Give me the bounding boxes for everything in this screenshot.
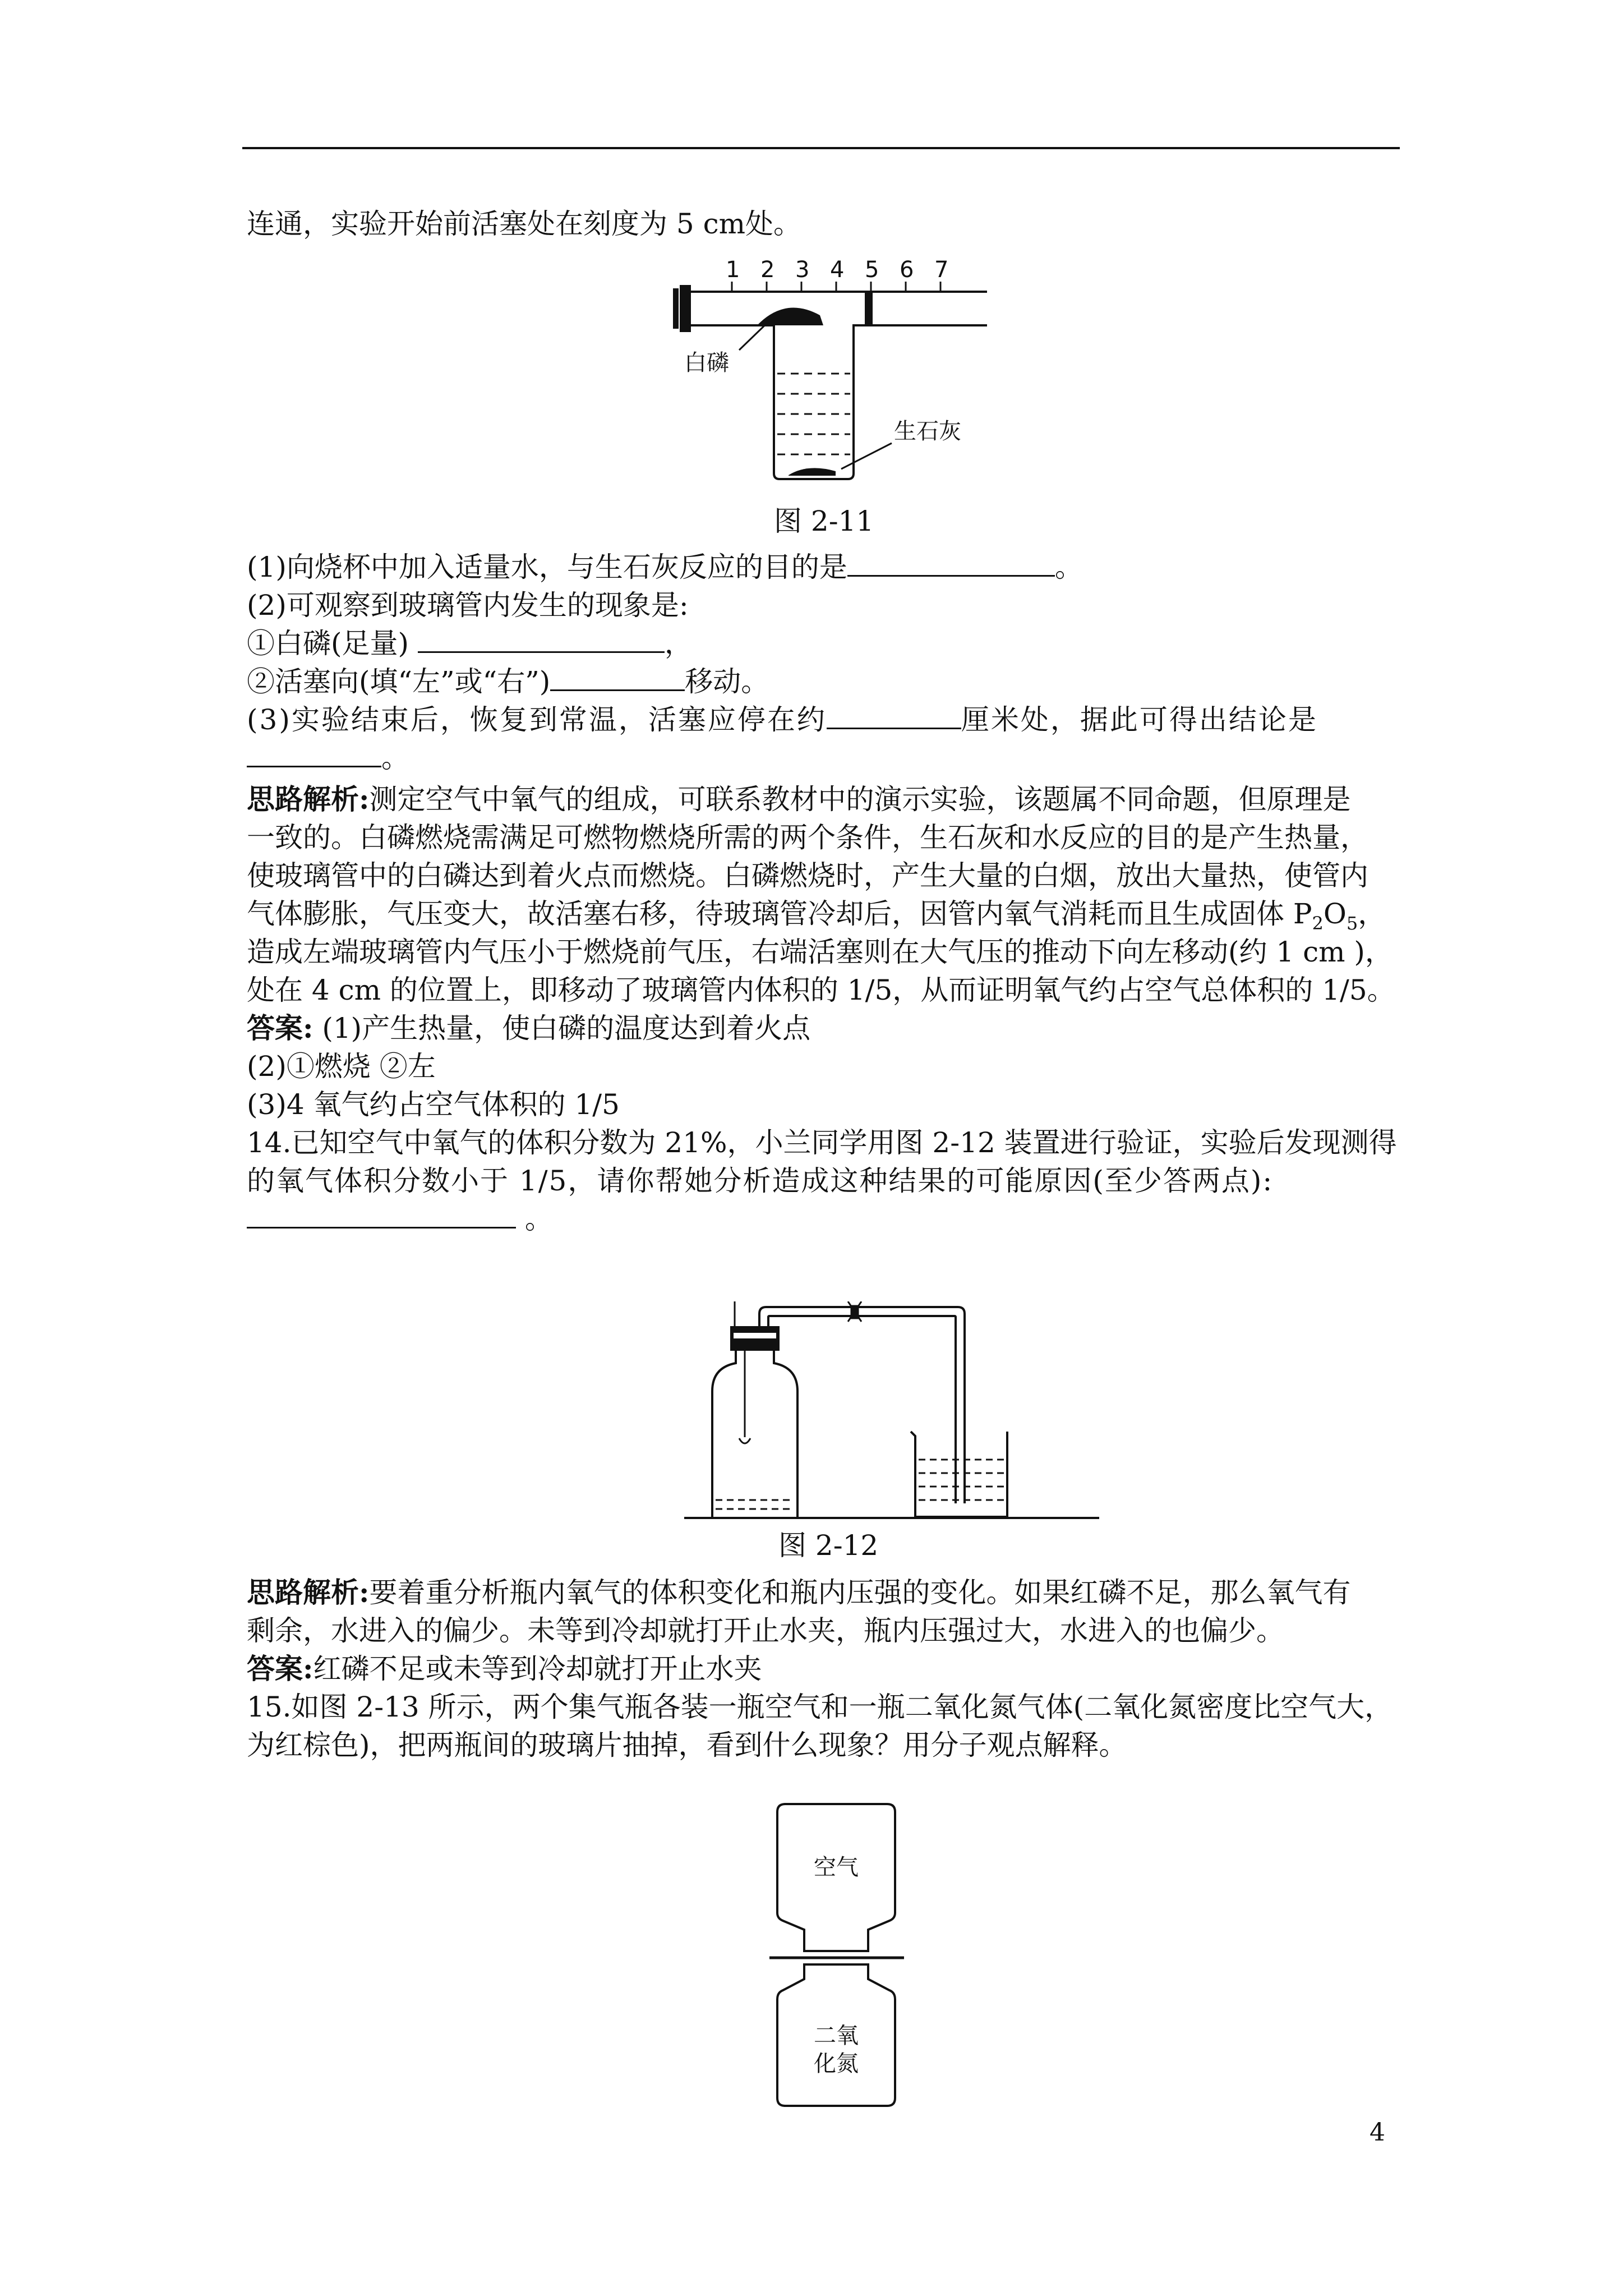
figure-2-11: [673, 254, 1077, 489]
answer-1-line: (2)①燃烧 ②左: [247, 1050, 436, 1083]
tube-stopper: [680, 285, 691, 332]
answer-1: 答案: (1)产生热量，使白磷的温度达到着火点: [247, 1011, 811, 1045]
gas-bottle: [712, 1346, 797, 1517]
figure-caption: 图 2-12: [778, 1529, 879, 1562]
analysis-1-line: 处在 4 cm 的位置上，即移动了玻璃管内体积的 1/5，从而证明氧气约占空气总体积的 1/5。: [247, 974, 1395, 1006]
header-rule: [242, 147, 1400, 149]
page-number: 4: [1370, 2118, 1385, 2147]
question-14-line: 的氧气体积分数小于 1/5，请你帮她分析造成这种结果的可能原因(至少答两点):: [247, 1165, 1274, 1197]
answer-2: 答案:红磷不足或未等到冷却就打开止水夹: [247, 1652, 762, 1685]
label-white-phosphorus: 白磷: [684, 350, 729, 376]
analysis-1: 思路解析:测定空气中氧气的组成，可联系教材中的演示实验，该题属不同命题，但原理是: [247, 783, 1351, 816]
answer-blank[interactable]: [247, 1202, 516, 1228]
beaker-water: [919, 1460, 1004, 1500]
question-2-1: ①白磷(足量) ，: [247, 627, 693, 660]
question-15: 15.如图 2-13 所示，两个集气瓶各装一瓶空气和一瓶二氧化氮气体(二氧化氮密度比空气大，: [247, 1691, 1393, 1723]
label-no2: 化氮: [814, 2051, 859, 2077]
question-14-line: 。: [247, 1200, 553, 1237]
scale-tick-label: 6: [900, 257, 914, 283]
answer-1-line: (3)4 氧气约占空气体积的 1/5: [247, 1088, 620, 1121]
water-level: [777, 374, 850, 454]
figure-2-13: [769, 1801, 904, 2115]
scale-tick-label: 3: [795, 257, 810, 283]
question-2: (2)可观察到玻璃管内发生的现象是:: [247, 589, 689, 622]
analysis-1-line: 使玻璃管中的白磷达到着火点而燃烧。白磷燃烧时，产生大量的白烟，放出大量热，使管内: [247, 859, 1368, 892]
analysis-1-line: 造成左端玻璃管内气压小于燃烧前气压，右端活塞则在大气压的推动下向左移动(约 1 cm )，: [247, 936, 1393, 968]
beaker: [774, 325, 854, 479]
analysis-2: 思路解析:要着重分析瓶内氧气的体积变化和瓶内压强的变化。如果红磷不足，那么氧气有: [247, 1576, 1351, 1609]
scale-tick-label: 5: [865, 257, 879, 283]
answer-blank[interactable]: [847, 550, 1055, 577]
water-clamp: [848, 1301, 861, 1322]
glass-tube: [673, 285, 987, 332]
question-15-line: 为红棕色)，把两瓶间的玻璃片抽掉，看到什么现象？用分子观点解释。: [247, 1729, 1127, 1761]
figure-2-12: [684, 1301, 1099, 1520]
question-2-2: ②活塞向(填“左”或“右”) 移动。: [247, 665, 769, 698]
label-no2: 二氧: [814, 2023, 859, 2049]
beaker: [911, 1432, 1007, 1517]
text-line: 连通，实验开始前活塞处在刻度为 5 cm处。: [247, 208, 802, 240]
answer-blank[interactable]: [418, 627, 665, 653]
question-14: 14.已知空气中氧气的体积分数为 21%，小兰同学用图 2-12 装置进行验证，实验后发现测得: [247, 1126, 1397, 1159]
scale-labels: [726, 257, 948, 283]
scale-tick-label: 1: [726, 257, 740, 283]
answer-blank[interactable]: [550, 665, 685, 691]
question-3-cont: 。: [247, 739, 409, 776]
answer-blank[interactable]: [827, 703, 961, 729]
question-3: (3)实验结束后，恢复到常温，活塞应停在约 厘米处，据此可得出结论是: [247, 703, 1318, 736]
label-quicklime: 生石灰: [894, 418, 961, 444]
scale-tick-label: 2: [760, 257, 775, 283]
scale-tick-label: 7: [934, 257, 949, 283]
analysis-2-line: 剩余，水进入的偏少。未等到冷却就打开止水夹，瓶内压强过大，水进入的也偏少。: [247, 1614, 1284, 1647]
piston: [865, 292, 873, 325]
label-air: 空气: [814, 1855, 859, 1880]
analysis-1-line: 一致的。白磷燃烧需满足可燃物燃烧所需的两个条件，生石灰和水反应的目的是产生热量，: [247, 821, 1368, 854]
scale-tick-label: 4: [830, 257, 845, 283]
question-1: (1)向烧杯中加入适量水，与生石灰反应的目的是 。: [247, 551, 1083, 583]
answer-blank[interactable]: [247, 741, 381, 767]
quicklime: [789, 468, 836, 476]
figure-caption: 图 2-11: [774, 505, 874, 537]
analysis-1-line: 气体膨胀，气压变大，故活塞右移，待玻璃管冷却后，因管内氧气消耗而且生成固体 $P_2O_5$，: [247, 898, 1386, 934]
